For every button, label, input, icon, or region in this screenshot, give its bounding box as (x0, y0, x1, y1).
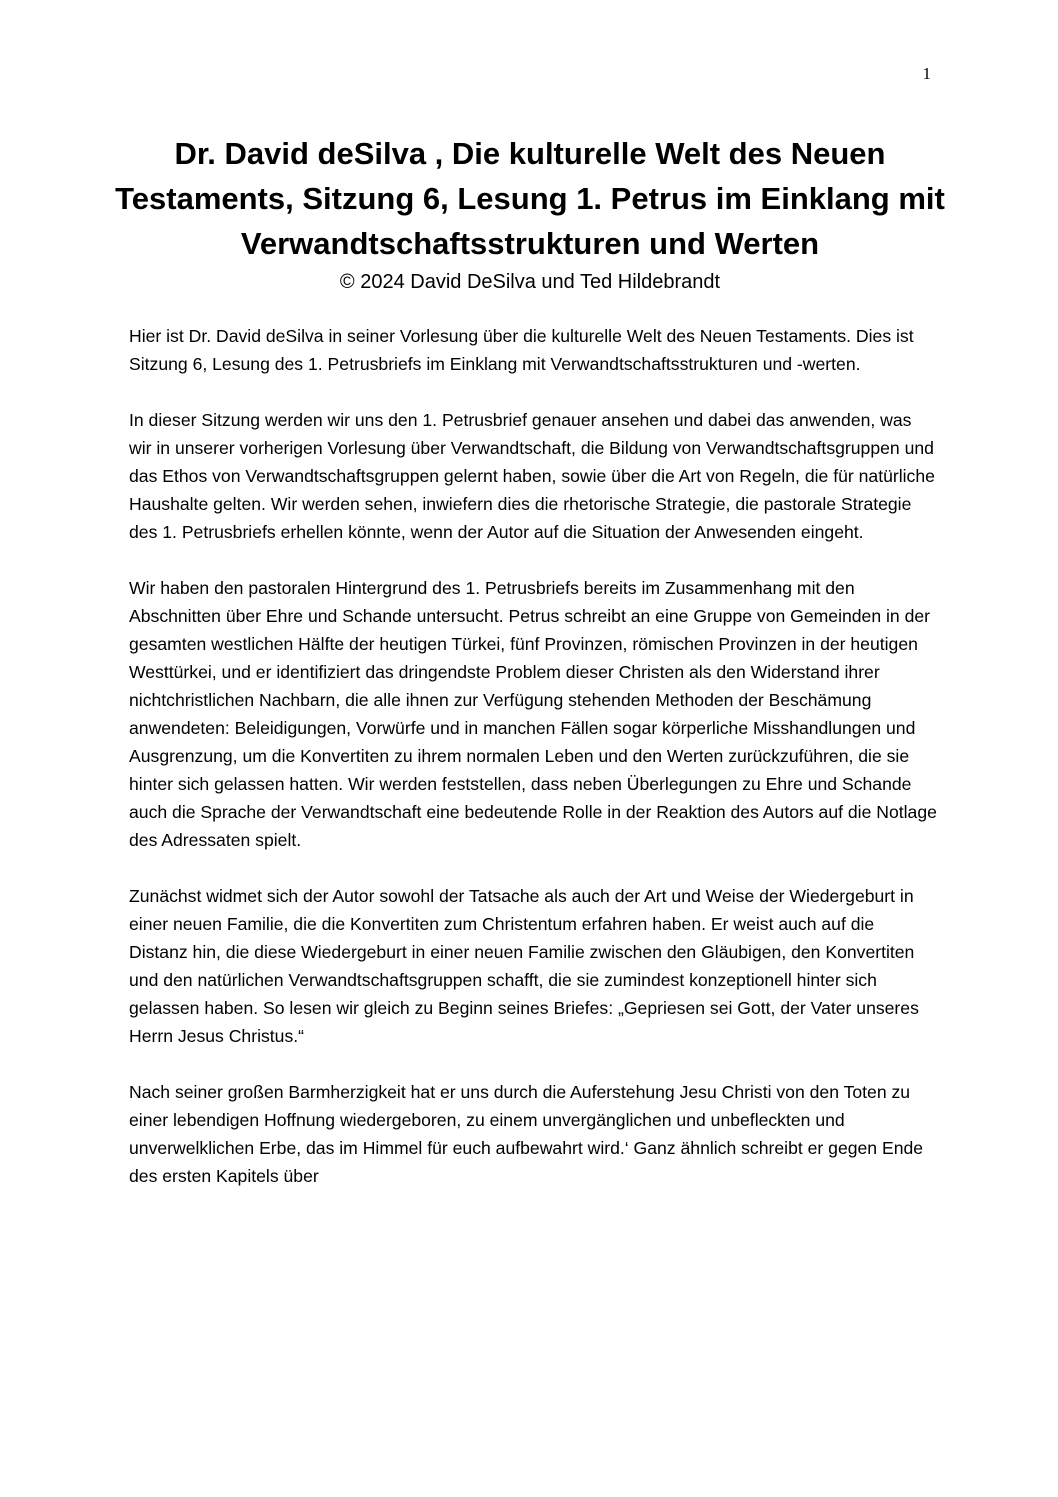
paragraph-1: Hier ist Dr. David deSilva in seiner Vorlesung über die kulturelle Welt des Neuen Testaments. Dies ist Sitzung 6, Lesung des 1. Petrusbriefs im Einklang mit Verwandtschaftsstrukturen und -werten. (129, 326, 914, 374)
paragraph-4: Zunächst widmet sich der Autor sowohl der Tatsache als auch der Art und Weise der Wiedergeburt in einer neuen Familie, die die Konvertiten zum Christentum erfahren haben. Er weist auch auf die Distanz hin, die diese Wiedergeburt in einer neuen Familie zwischen den Gläubigen, den Konvertiten und den natürlichen Verwandtschaftsgruppen schafft, die sie zumindest konzeptionell hinter sich gelassen haben. So lesen wir gleich zu Beginn seines Briefes: „Gepriesen sei Gott, der Vater unseres Herrn Jesus Christus.“ (129, 886, 919, 1046)
paragraph-2: In dieser Sitzung werden wir uns den 1. Petrusbrief genauer ansehen und dabei das anwenden, was wir in unserer vorherigen Vorlesung über Verwandtschaft, die Bildung von Verwandtschaftsgruppen und das Ethos von Verwandtschaftsgruppen gelernt haben, sowie über die Art von Regeln, die für natürliche Haushalte gelten. Wir werden sehen, inwiefern dies die rhetorische Strategie, die pastorale Strategie des 1. Petrusbriefs erhellen könnte, wenn der Autor auf die Situation der Anwesenden eingeht. (129, 410, 935, 542)
page-number: 1 (922, 64, 931, 83)
document-title: Dr. David deSilva , Die kulturelle Welt des Neuen Testaments, Sitzung 6, Lesung 1. Petrus im Einklang mit Verwandtschaftsstrukturen und Werten (115, 136, 945, 261)
document-body (129, 322, 937, 1218)
copyright-line: © 2024 David DeSilva und Ted Hildebrandt (339, 271, 721, 293)
paragraph-3: Wir haben den pastoralen Hintergrund des 1. Petrusbriefs bereits im Zusammenhang mit den Abschnitten über Ehre und Schande untersucht. Petrus schreibt an eine Gruppe von Gemeinden in der gesamten westlichen Hälfte der heutigen Türkei, fünf Provinzen, römischen Provinzen in der heutigen Westtürkei, und er identifiziert das dringendste Problem dieser Christen als den Widerstand ihrer nichtchristlichen Nachbarn, die alle ihnen zur Verfügung stehenden Methoden der Beschämung anwendeten: Beleidigungen, Vorwürfe und in manchen Fällen sogar körperliche Misshandlungen und Ausgrenzung, um die Konvertiten zu ihrem normalen Leben und den Werten zurückzuführen, die sie hinter sich gelassen hatten. Wir werden feststellen, dass neben Überlegungen zu Ehre und Schande auch die Sprache der Verwandtschaft eine bedeutende Rolle in der Reaktion des Autors auf die Notlage des Adressaten spielt. (129, 578, 937, 850)
paragraph-5: Nach seiner großen Barmherzigkeit hat er uns durch die Auferstehung Jesu Christi von den Toten zu einer lebendigen Hoffnung wiedergeboren, zu einem unvergänglichen und unbefleckten und unverwelklichen Erbe, das im Himmel für euch aufbewahrt wird.‘ Ganz ähnlich schreibt er gegen Ende des ersten Kapitels über (129, 1082, 924, 1186)
